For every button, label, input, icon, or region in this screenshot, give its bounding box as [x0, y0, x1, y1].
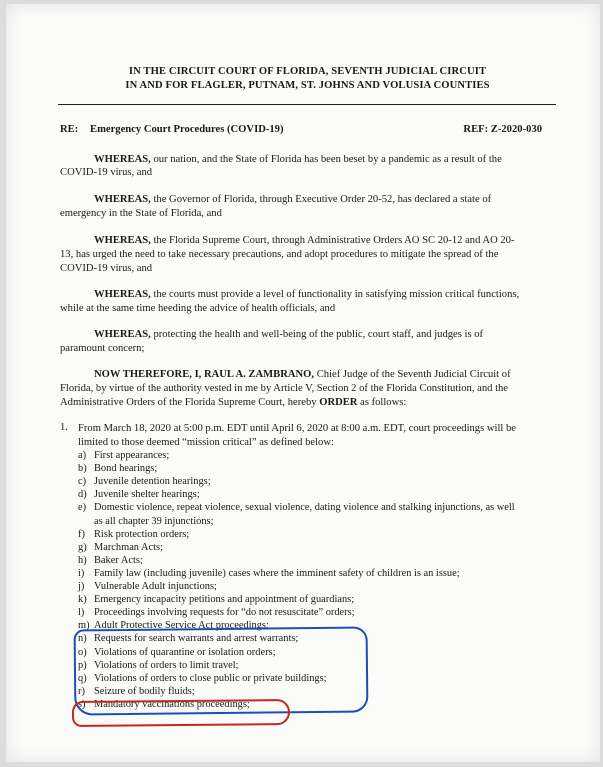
list-item [78, 607, 355, 619]
court-header-line-2: IN AND FOR FLAGLER, PUTNAM, ST. JOHNS AND VOLUSIA COUNTIES [125, 80, 490, 91]
list-item [78, 450, 169, 462]
now-therefore-line-3: Administrative Orders of the Florida Supreme Court, hereby ORDER as follows: [60, 397, 407, 408]
list-item-key: j) [78, 581, 85, 592]
list-item-key: q) [78, 672, 87, 684]
re-label: RE: [60, 124, 79, 135]
list-item-key: f) [78, 528, 85, 540]
whereas-1-line-2: COVID-19 virus, and [60, 167, 153, 178]
list-item-key: m) [78, 620, 90, 632]
item-1-line-1: From March 18, 2020 at 5:00 p.m. EDT until April 6, 2020 at 8:00 a.m. EDT, court proceedings will be [78, 423, 517, 434]
list-item-key: e) [78, 502, 87, 514]
list-item-text: Mandatory vaccinations proceedings; [94, 698, 250, 710]
list-item [78, 542, 163, 554]
list-item-text: Violations of quarantine or isolation orders; [94, 646, 276, 658]
whereas-5-line-2: paramount concern; [60, 343, 145, 354]
list-item [78, 489, 200, 501]
list-item [78, 463, 157, 475]
list-item-text: Seizure of bodily fluids; [94, 685, 195, 697]
list-item-text: Baker Acts; [94, 554, 143, 566]
court-header-line-1: IN THE CIRCUIT COURT OF FLORIDA, SEVENTH JUDICIAL CIRCUIT [128, 66, 487, 77]
whereas-5-line-1: WHEREAS, protecting the health and well-being of the public, court staff, and judges is of [94, 329, 484, 340]
list-item-text: Violations of orders to close public or private buildings; [94, 672, 327, 684]
list-item-text: Risk protection orders; [94, 528, 190, 540]
list-item-key: a) [78, 450, 87, 461]
list-item [78, 529, 189, 541]
whereas-3-line-1: WHEREAS, the Florida Supreme Court, through Administrative Orders AO SC 20-12 and AO 20- [94, 235, 515, 246]
list-item-key: n) [78, 633, 87, 645]
list-item-key: s) [78, 698, 86, 710]
list-item-key: o) [78, 646, 87, 658]
whereas-3-line-2: 13, has urged the need to take necessary precautions, and adopt procedures to mitigate the spread of the [60, 249, 499, 260]
list-item-key: l) [78, 607, 85, 619]
list-item-text: Adult Protective Service Act proceedings; [94, 620, 269, 632]
list-item [78, 555, 143, 567]
whereas-4-line-2: while at the same time heeding the advice of health officials, and [60, 303, 336, 314]
list-item [78, 568, 460, 580]
whereas-2-line-1: WHEREAS, the Governor of Florida, through Executive Order 20-52, has declared a state of [94, 194, 492, 205]
header-divider [58, 104, 556, 105]
list-item-text: Emergency incapacity petitions and appointment of guardians; [94, 594, 355, 606]
list-item-text: as all chapter 39 injunctions; [94, 515, 214, 527]
item-1-number: 1. [60, 422, 68, 433]
whereas-2-line-2: emergency in the State of Florida, and [60, 208, 222, 219]
list-item-text: Juvenile detention hearings; [94, 476, 211, 488]
reference-number: REF: Z-2020-030 [463, 124, 542, 135]
list-item-text: Vulnerable Adult injunctions; [94, 581, 217, 592]
list-item-key: d) [78, 489, 87, 501]
list-item [78, 581, 217, 593]
item-1-line-2: limited to those deemed “mission critical” as defined below: [78, 437, 334, 448]
re-subject: Emergency Court Procedures (COVID-19) [90, 124, 284, 135]
now-therefore-line-1: NOW THEREFORE, I, RAUL A. ZAMBRANO, Chief Judge of the Seventh Judicial Circuit of [94, 369, 511, 380]
list-item-text: Marchman Acts; [94, 541, 163, 553]
whereas-1-line-1: WHEREAS, our nation, and the State of Florida has been beset by a pandemic as a result of the [94, 154, 502, 165]
list-item-key: b) [78, 463, 87, 475]
list-item-key: p) [78, 659, 87, 671]
document-page [6, 4, 600, 762]
list-item [78, 502, 515, 514]
list-item-key: k) [78, 594, 87, 606]
list-item-text: Violations of orders to limit travel; [94, 659, 239, 671]
list-item-text: Bond hearings; [94, 463, 158, 475]
whereas-3-line-3: COVID-19 virus, and [60, 263, 153, 274]
list-item [94, 516, 213, 528]
list-item-text: Proceedings involving requests for “do not resuscitate” orders; [94, 607, 355, 619]
whereas-4-line-1: WHEREAS, the courts must provide a level of functionality in satisfying mission critical functions, [94, 289, 520, 300]
list-item [78, 594, 354, 606]
list-item-text: Family law (including juvenile) cases where the imminent safety of children is an issue; [94, 567, 460, 579]
list-item-text: Juvenile shelter hearings; [94, 489, 200, 501]
list-item-key: i) [78, 567, 85, 579]
list-item-key: r) [78, 685, 85, 697]
list-item [78, 476, 211, 488]
red-highlight-circle [72, 699, 290, 727]
list-item-key: h) [78, 554, 87, 566]
list-item-text: Domestic violence, repeat violence, sexual violence, dating violence and stalking injunctions, as well [94, 502, 515, 514]
now-therefore-line-2: Florida, by virtue of the authority vested in me by Article V, Section 2 of the Florida Constitution, and the [60, 383, 509, 394]
list-item-key: g) [78, 541, 87, 553]
list-item-text: Requests for search warrants and arrest warrants; [94, 633, 299, 645]
list-item-key: c) [78, 476, 87, 488]
list-item-text: First appearances; [94, 450, 170, 461]
